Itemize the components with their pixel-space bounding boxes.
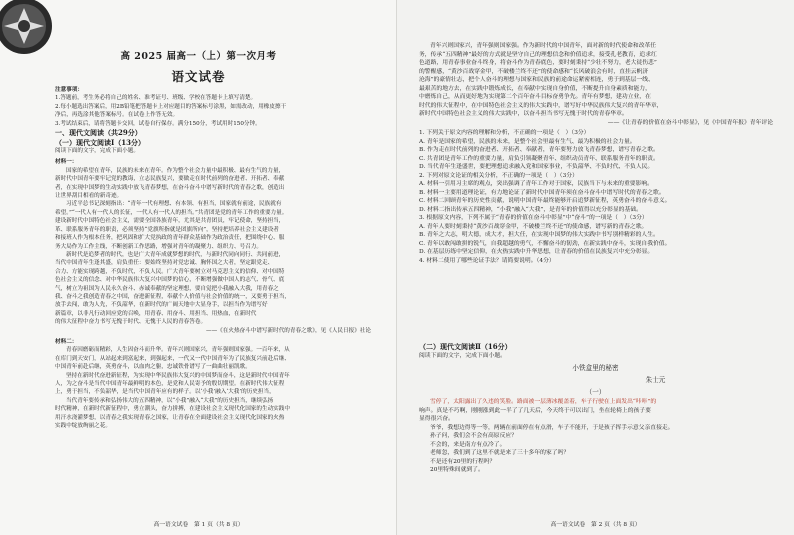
material2-line: 上，勇于担当，不负韶华，是当代中国青年应有的样子。以‘小我’融入‘大我’的历史担当， (55, 389, 275, 396)
material1-line: 者，在实现中国梦的生动实践中放飞青春梦想，在奋斗奋斗中谱写新时代的青春之歌，创造出 (55, 184, 285, 191)
material3-line: 新时代中国特色社会主义的伟大实践中，以奋斗担当书写无愧于时代的青春华章。 (419, 111, 628, 117)
material1-line: 国家的希望在青年，民族的未来在青年。作为整个社会力量中最积极、最有生气的力量， (66, 167, 285, 174)
question-line: 3. 根据原文内容，下列不属于“青春的价值在奋斗中彰显”中“奋斗”的一项是（ ）（3分） (419, 215, 648, 221)
material1-line: 合力、方能实现跨越，不负时代，不负人民。广大青年要树立对马克思主义的信仰、对中国特 (55, 268, 285, 275)
section2-instruction: 阅读下面的文字，完成下面小题。 (419, 352, 506, 359)
exam-title: 高 2025 届高一（上）第一次月考 (120, 51, 277, 62)
notes-block (55, 86, 375, 430)
question-line: A. 青年是国家的希望，民族的未来，是整个社会里最有生气、最为积极的社会力量。 (419, 138, 636, 145)
material1-source: ——《在火热奋斗中谱写新时代的青春之歌》，见《人民日报》社论 (205, 327, 371, 334)
question-line: D. 在基层历练中坚定信仰，在火热实践中升华思想，让青春的价值在民族复兴中充分彰显。 (419, 249, 654, 255)
question-line: 4. 材料二使用了哪些论证手法？请简要说明。（4分） (419, 257, 555, 264)
material2-line: 青春因磨砺而精彩，人生因奋斗而升华。青年兴则国家兴，青年强则国家强。一百年来，从 (66, 347, 290, 354)
question-line: A. 材料一引用习主席的观点，突出强调了青年工作对于国家，民族当下与未来的重要影响。 (419, 181, 653, 187)
material1-line: 的伟大征程中奋力书写无愧于时代、无愧于人民的青春答卷。 (55, 319, 207, 326)
material1-line: 气，树立为祖国为人民永久奋斗、赤诚奉献的坚定理想，要自觉把小我融入大我，用青春之 (55, 285, 279, 292)
material3-line: 务，传承“五四精神”最好的方式就是坚守自己的理想信念和价值追求，接受孔老教育，追求红 (419, 51, 657, 58)
material2-line: 时代精神，在新时代新征程中，勇立潮头，奋力拼搏，在建设社会主义现代化国家的生动实践中 (55, 406, 290, 413)
material1-label: 材料一： (55, 159, 78, 166)
material3-line: ——《让青春的价值在奋斗中彰显》，见《中国青年报》青年评论 (607, 119, 773, 126)
material1-line: 革、联系服务青年的职责，必须坚持“党旗所指就是团旗所向”，坚持把培养社会主义建设者 (55, 226, 279, 233)
material1-line: 习近平总书记深刻指出：“青年一代有理想、有本领、有担当，国家就有前途，民族就有 (66, 201, 282, 208)
note-item: 净后，再选涂其他答案标号。在试卷上作答无效。 (55, 112, 179, 119)
material1-line: 新时代中国青年要牢记党的教诲，立志民族复兴，要做走在时代前列的奋进者、开拓者、奉献 (55, 176, 285, 183)
story-body (419, 398, 773, 475)
material2-line: 人，为之奋斗是当代中国青年最鲜明的本色，是党和人民寄予的殷切期望。在新时代伟大征程 (55, 381, 285, 387)
material2-label: 材料二： (55, 338, 78, 345)
material1-line: 色社会主义的信念、对中华民族伟大复兴中国梦的信心，不断增强做中国人的志气、骨气、底 (55, 277, 285, 284)
note-item: 2.每小题选出答案后，用2B铅笔把答题卡上对应题目的答案标号涂黑，如需改动，用橡皮擦干 (55, 103, 287, 110)
material1-line: 和接班人作为根本任务，把巩固和扩大党执政的青年群众基础作为政治责任，把围绕中心、服 (55, 235, 285, 242)
material3-line: 时代的伟大征程中，在中国特色社会主义的伟大实践中，谱写好中华民族伟大复兴的青年华章， (419, 102, 663, 109)
right-upper-block (419, 42, 773, 265)
question-line: A. 青年人要时刻秉持“黄沙百战穿金甲，不破楼兰终不还”的使命感，谱写新的青春之歌。 (419, 223, 648, 230)
material3-line: 沧海”的豪情壮志，把个人奋斗的理想与国家和民族的前途命运紧密相连，勇于到基层一线、 (419, 77, 654, 83)
question-line: 2. 下列对原文论证的相关分析，不正确的一项是（ ）（3分） (419, 172, 578, 179)
material2-line: 用汗水浇灌梦想，以青春之我实现青春之国家，让青春在全面建设社会主义现代化国家的火热 (55, 414, 285, 421)
material1-line: 让世界刮目相看的新奇迹。 (55, 193, 123, 200)
story-line: 不是还有20里的行程吗？ (430, 458, 496, 465)
story-line: 响声。真是不巧啊，刚刚涨到此一半了了几天后，今天终于可以出门，坐在轮椅上的孩子要 (419, 407, 651, 414)
question-line: C. 材料二回顾青年的历史性贡献，说明中国青年最终能够开启追梦新征程，英勇奋斗的奋斗意义。 (419, 198, 671, 204)
material2-line: 实践中绽放绚丽之花。 (55, 423, 111, 430)
note-item: 3.考试结束后，请将答题卡交回，试卷自行保存。满分150分，考试用时150分钟。 (55, 120, 261, 127)
story-line: 不会的，来是南方有点冷了。 (430, 441, 506, 448)
question-line: D. 当代青年生逢盛世，要把理想追求融入党和国家事业，不负韶华、不负时代、不负人民。 (419, 164, 654, 170)
material3-line: 最艰苦的地方去，在实践中锻炼成长，在奉献中实现自身价值，不断提升自身素质和能力， (419, 85, 651, 92)
question-line: D. 材料二指出传承五四精神，“小我”融入“大我”，是青年的价值得以充分彰显的基础。 (419, 206, 642, 213)
questions-block (419, 129, 773, 265)
material2-line: 当代青年要传承和弘扬伟大的五四精神，以“小我”融入“大我”的历史担当，继续弘扬 (66, 397, 274, 404)
story-author: 朱士元 (645, 376, 666, 384)
material3-line: 中磨炼自己，从而更好地为实现第二个百年奋斗目标奋勇争先。青年有梦想，建功立业，在 (419, 94, 651, 100)
paper-title: 语文试卷 (171, 69, 226, 84)
story-title: 小铁盒里的秘密 (572, 364, 619, 372)
section1-title: 一、现代文阅读（共29分） (55, 128, 142, 138)
section1-instruction: 阅读下面的文字，完成下面小题。 (55, 148, 139, 155)
right-page (397, 0, 794, 535)
question-line: B. 青年之大志，明大德，成大才，担大任，在实现中国梦的伟大实践中书写别样精彩的人生。 (419, 232, 659, 238)
material3-line: 的警醒感，“黄沙百战穿金甲，不破楼兰终不还”的使命感和“长风破浪会有时，直挂云帆济 (419, 68, 649, 75)
material1-body (55, 167, 375, 327)
story-part: （一） (585, 388, 606, 396)
material1-line: 建设新时代中国特色社会主义，需要全国各族青年，尤其是共青团员，牢记使命，坚持担当， (55, 218, 285, 225)
story-line: 20里特殊间就到了。 (430, 467, 484, 473)
material2-line: 中国青年前赴后继，英勇奋斗，以血肉之躯，忠诚铁骨谱写了一曲曲壮丽凯歌。 (55, 364, 251, 371)
material1-line: 我、奋斗之我创造青春之中国，奋进新征程，奉献个人价值与社会价值的统一，又要勇于担当， (55, 293, 290, 300)
section2-title: （二）现代文阅读Ⅱ（16分） (419, 342, 512, 351)
material3-line: 青年兴则国家兴，青年强则国家强。作为新时代的中国青年，面对新的时代使命和改革任 (430, 43, 657, 49)
material1-line: 新时代是追梦者的时代，也是广大青年成就梦想的时代，与新时代同向同行、共同前进， (66, 251, 285, 258)
material2-line: 在库门到天安门，从站起来到富起来，到强起来，一代又一代中国青年为了民族复兴前赴后继、 (55, 355, 290, 362)
question-line: B. 材料一主要用道理论证，有力地论证了新时代中国青年须在奋斗奋斗中谱写时代的青春之歌。 (419, 189, 665, 196)
section1-sub: （一）现代文阅读Ⅰ（13分） (55, 137, 146, 147)
material3-body (419, 42, 773, 127)
material1-line: 务大局作为工作主线，不断创新工作思路，增强对青年的凝聚力、组织力、号召力。 (55, 243, 262, 250)
material2-line: 坚持在新时代奋进新征程，为实现中华民族伟大复兴的中国梦而奋斗，这是新时代中国青年 (66, 372, 290, 379)
question-line: 1. 下列关于原文内容的理解和分析，不正确的一项是（ ）（3分） (419, 130, 590, 136)
note-item: 1.答题前，考生务必将自己的姓名、准考证号、班级、学校在答题卡上填写清楚。 (55, 95, 257, 102)
material1-line: 新篇章，以非凡行动回应党的召唤，用青春、用奋斗、用担当、用热血，在新时代 (55, 310, 257, 317)
story-line: 显得很兴奋。 (419, 416, 454, 422)
question-line: C. 青年以敢闯敢拼的锐气，自我超越的勇气，不懈奋斗的韧劲，在新实践中奋斗，实现自我价值。 (419, 240, 671, 247)
material1-line: 当代中国青年生逢其盛，肩负重任：要始终坚持对党忠诚、胸怀国之大者，坚定跟党走、 (55, 260, 274, 267)
story-line: 老师忽，我们到了这里不就是来了三十多年的家了吗？ (430, 450, 570, 456)
story-line: 爷爷，我想边得等一等，两辆在前面停在有点滑，车子不能开，于是孩子挥手示意父亲直接走。 (430, 424, 674, 431)
story-line: 孙子问，我们会不会有高原反应？ (430, 433, 517, 439)
material1-line: 放手去闯，敢为人先，不负韶华，在新时代的广阔天地中大显身手，以担当作为谱写好 (55, 302, 268, 309)
section2-block (419, 342, 773, 360)
page-footer-right: 高一语文试卷 第 2 页（共 8 页） (550, 522, 641, 528)
material1-line: 希望。”“一代人有一代人的长征，一代人有一代人的担当。”共青团是党的青年工作的重要力量。 (55, 209, 288, 216)
question-line: B. 作为走在时代前列的奋进者、开拓者、奉献者，青年要努力放飞青春梦想，谱写青春之歌。 (419, 147, 659, 153)
material3-line: 色道路，用青春事业奋斗终身，将奋斗作为青春底色，要时刻秉持“少壮不努力，老大徒伤悲” (419, 60, 657, 66)
story-line: 雪停了，太阳露出了久违的笑脸。路面被一层薄冰覆盖着，车子行驶在上面发出“咔咔”的 (430, 399, 657, 405)
material2-body (55, 346, 375, 430)
notes-heading: 注意事项： (55, 87, 83, 93)
page-footer-left: 高一语文试卷 第 1 页（共 8 页） (153, 522, 244, 528)
question-line: C. 共青团是青年工作的重要力量，肩负引领凝聚青年、组织动员青年、联系服务青年的职责。 (419, 155, 659, 162)
